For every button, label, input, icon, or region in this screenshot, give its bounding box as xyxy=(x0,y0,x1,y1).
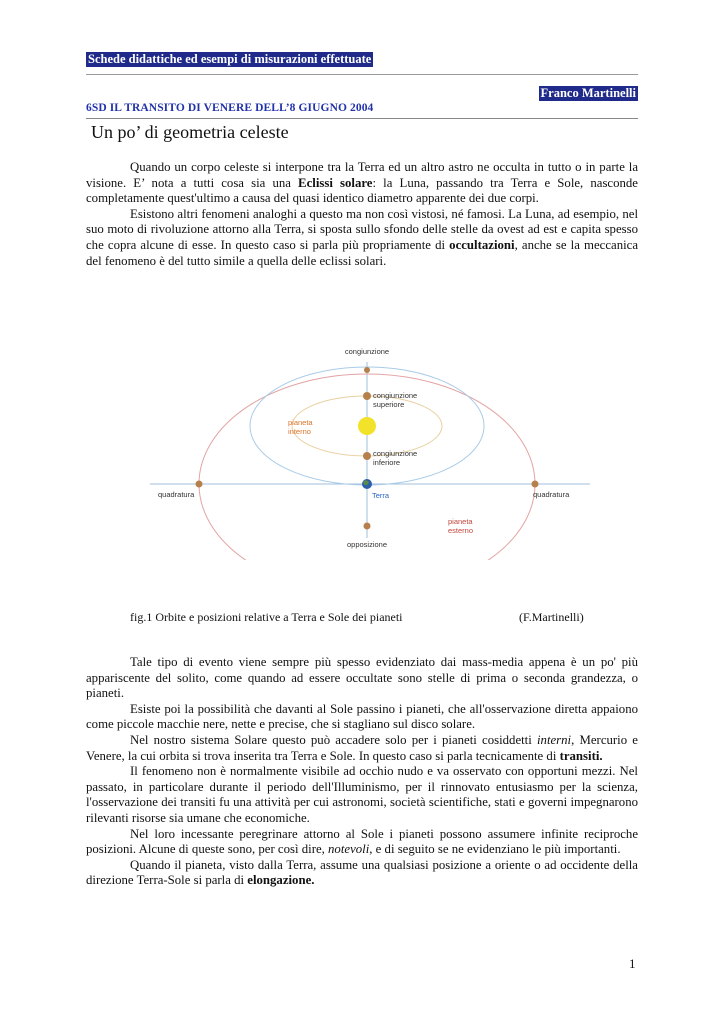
label-congiunzione: congiunzione xyxy=(344,347,390,356)
page-number: 1 xyxy=(629,956,636,971)
planet-congiunzione xyxy=(364,367,370,373)
label-opposizione: opposizione xyxy=(346,540,388,549)
section-title: Un po’ di geometria celeste xyxy=(91,122,289,142)
label-pianeta-interno-2: interno xyxy=(288,427,311,436)
title-rule xyxy=(86,118,638,119)
label-congiunzione-inferiore-2: inferiore xyxy=(373,458,401,467)
label-congiunzione-inferiore-1: congiunzione xyxy=(373,449,418,458)
planet-quadratura-left xyxy=(196,481,203,488)
label-quadratura-right: quadratura xyxy=(533,490,570,499)
intro-paragraph-1 xyxy=(86,160,638,207)
label-pianeta-esterno-1: pianeta xyxy=(448,517,473,526)
planet-congiunzione-superiore xyxy=(363,392,371,400)
text-span: Quando il pianeta, visto dalla Terra, assume una qualsiasi posizione a oriente o ad occidente della direzione Terra-Sole si parla di xyxy=(86,857,638,888)
orbit-diagram xyxy=(150,340,590,560)
intro-text xyxy=(86,160,638,269)
text-span: Nel nostro sistema Solare questo può accadere solo per i pianeti cosiddetti xyxy=(130,732,537,747)
body-text xyxy=(86,655,638,889)
body-paragraph-6 xyxy=(86,858,638,889)
planet-quadratura-right xyxy=(532,481,539,488)
series-title: Schede didattiche ed esempi di misurazioni effettuate xyxy=(88,52,372,66)
intro-paragraph-2 xyxy=(86,207,638,269)
body-paragraph-3 xyxy=(86,733,638,764)
label-terra: Terra xyxy=(372,491,390,500)
term-elongazione: elongazione. xyxy=(247,873,315,888)
label-congiunzione-superiore-1: congiunzione xyxy=(373,391,418,400)
text-span: Esistono altri fenomeni analoghi a questo ma non così vistosi, né famosi. La Luna, ad esempio, nel suo moto di rivoluzione attorno alla Terra, si sposta sullo sfondo delle stelle da ovest ad est e capita spesso che copra alcune di esse. In questo caso si parla più propriamente di xyxy=(86,206,638,252)
label-pianeta-esterno-2: esterno xyxy=(448,526,474,535)
text-span: : la Luna, passando tra Terra e Sole, nasconde completamente quest'ultimo a causa del quasi identico diametro apparente dei due corpi. xyxy=(86,175,638,206)
term-occultazioni: occultazioni xyxy=(449,237,515,252)
body-paragraph-5 xyxy=(86,827,638,858)
label-quadratura-left: quadratura xyxy=(158,490,195,499)
author-name: Franco Martinelli xyxy=(540,86,636,100)
sun xyxy=(358,417,376,435)
planet-opposizione xyxy=(364,523,371,530)
term-interni: interni xyxy=(536,732,572,747)
body-paragraph-4: Il fenomeno non è normalmente visibile ad occhio nudo e va osservato con opportuni mezzi. Nel passato, in particolare durante il periodo dell'Illuminismo, per il rinnovato entusiasmo per la scienza, l'osservazione dei transiti fu una attività per cui astronomi, società scientifiche, stati e governi impegnarono rilevanti risorse sia umane che economiche. xyxy=(86,764,638,825)
text-span: Quando un corpo celeste si interpone tra la Terra ed un altro astro ne occulta in tutto o in parte la visione. E’ nota a tutti cosa sia una xyxy=(86,160,638,190)
term-notevoli: notevoli xyxy=(328,842,370,857)
label-congiunzione-superiore-2: superiore xyxy=(373,400,405,409)
planet-congiunzione-inferiore xyxy=(363,452,371,460)
body-paragraph-2: Esiste poi la possibilità che davanti al Sole passino i pianeti, che all'osservazione diretta appaiono come piccole macchie nere, nette e precise, che si stagliano sul disco solare. xyxy=(86,701,638,732)
figure-credit: (F.Martinelli) xyxy=(519,610,584,624)
text-span: , anche se la meccanica del fenomeno è del tutto simile a quella delle eclissi solari. xyxy=(86,237,639,268)
orbit-diagram-svg xyxy=(150,340,590,560)
text-span: , Mercurio e Venere, la cui orbita si trova inserita tra Terra e Sole. In questo caso si parla tecnicamente di xyxy=(86,732,638,763)
label-pianeta-interno-1: pianeta xyxy=(288,418,313,427)
figure-caption: fig.1 Orbite e posizioni relative a Terra e Sole dei pianeti xyxy=(130,610,403,624)
term-transiti: transiti. xyxy=(559,748,603,763)
body-paragraph-1: Tale tipo di evento viene sempre più spesso evidenziato dai mass-media appena è un po' più appariscente del solito, come quando ad essere occultate sono stelle di prima o seconda grandezza, o pianeti. xyxy=(86,655,638,701)
text-span: Nel loro incessante peregrinare attorno al Sole i pianeti possono assumere infinite reciproche posizioni. Alcune di queste sono, per così dire, xyxy=(86,826,638,857)
header-divider xyxy=(86,74,638,75)
document-subtitle: 6SD IL TRANSITO DI VENERE DELL’8 GIUGNO 2004 xyxy=(86,102,374,114)
term-eclissi-solare: Eclissi solare xyxy=(298,175,373,190)
text-span: , e di seguito se ne evidenziano le più importanti. xyxy=(369,842,621,857)
